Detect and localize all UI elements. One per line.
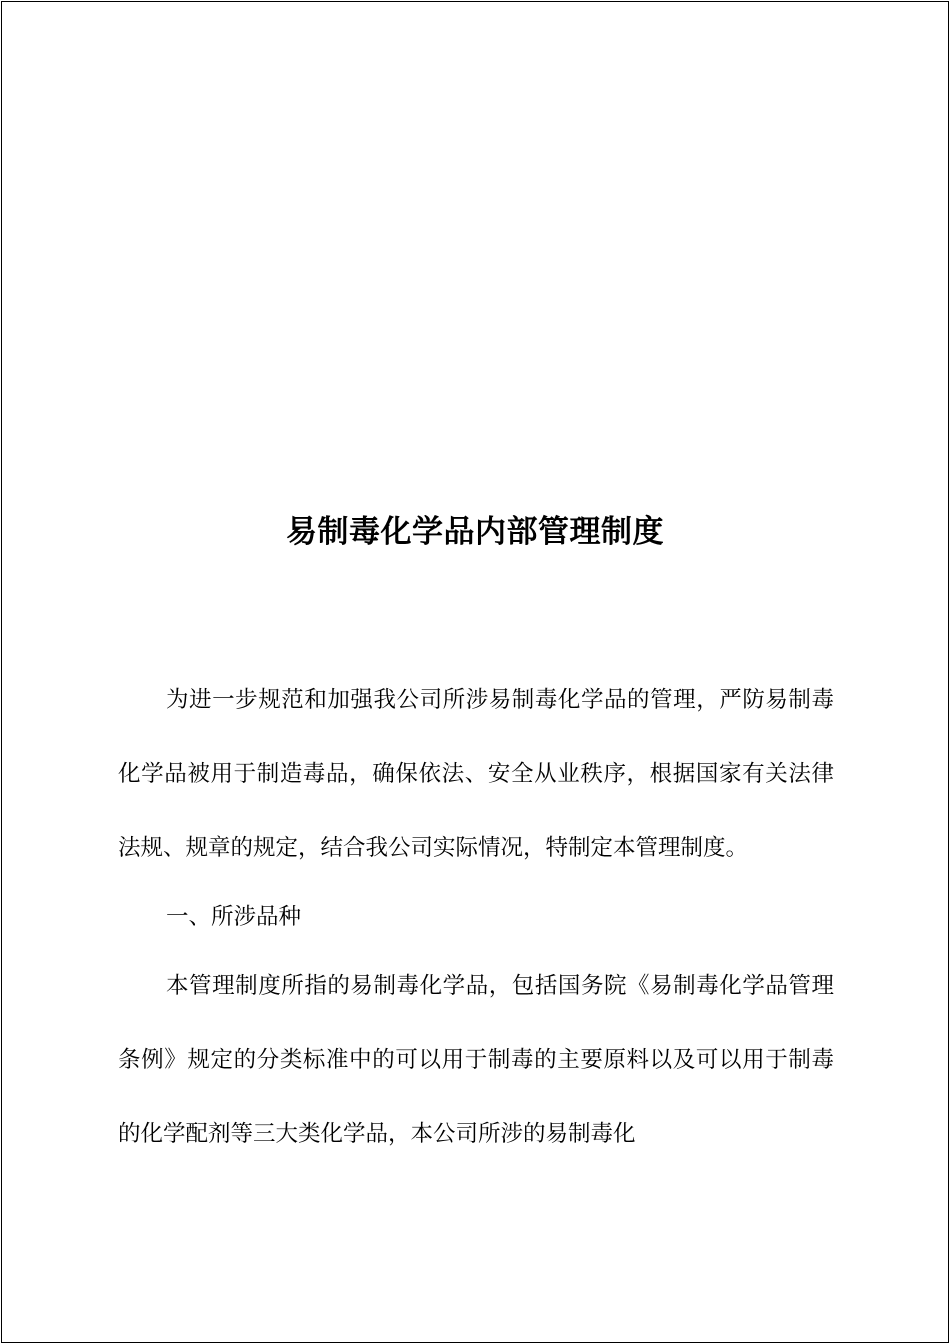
section-heading-products: 一、所涉品种 [166,904,302,930]
document-page [1,1,949,1343]
paragraph-preamble: 为进一步规范和加强我公司所涉易制毒化学品的管理，严防易制毒化学品被用于制造毒品，确保依法、安全从业秩序，根据国家有关法律法规、规章的规定，结合我公司实际情况，特制定本管理制度。 [118,687,834,861]
document-title: 易制毒化学品内部管理制度 [286,514,664,550]
paragraph-products-scope: 本管理制度所指的易制毒化学品，包括国务院《易制毒化学品管理条例》规定的分类标准中的可以用于制毒的主要原料以及可以用于制毒的化学配剂等三大类化学品，本公司所涉的易制毒化 [118,973,834,1147]
document-body [118,663,834,1171]
